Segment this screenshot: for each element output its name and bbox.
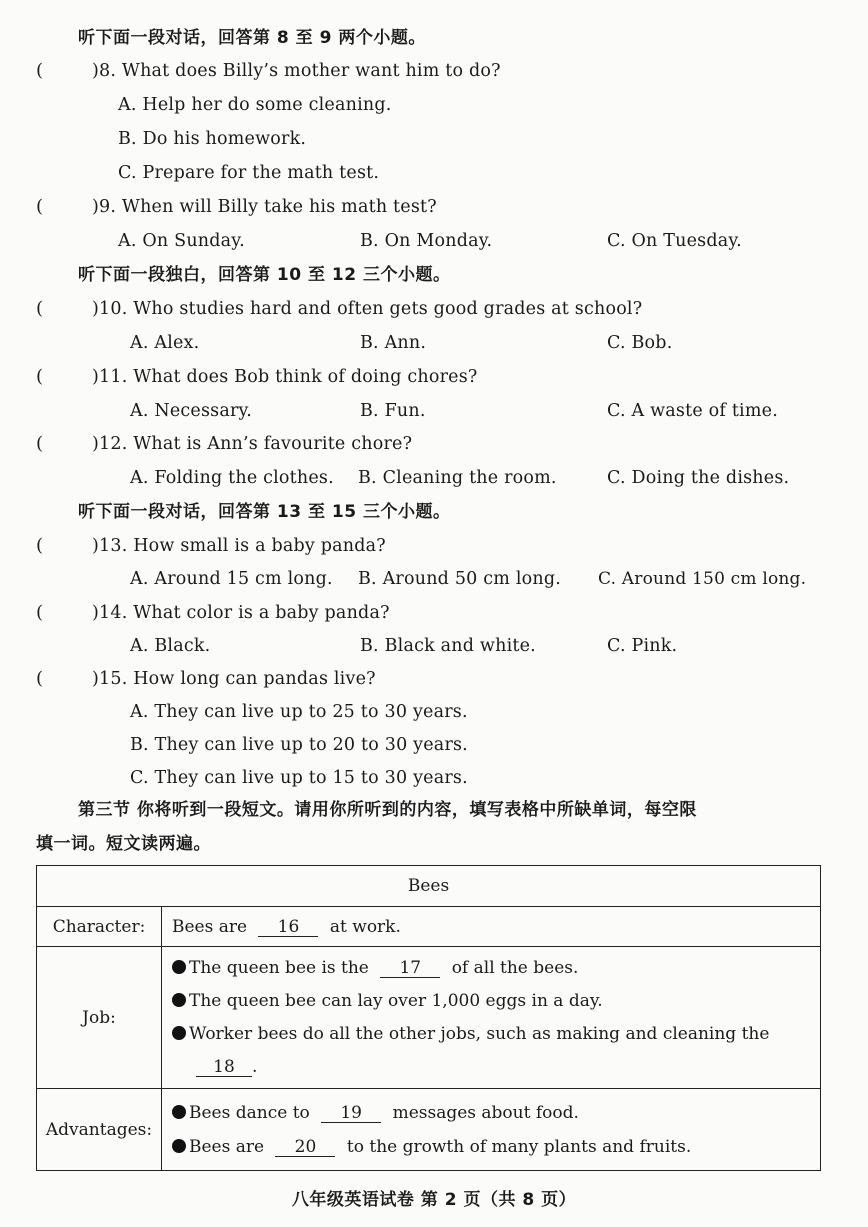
question-8-option-a: A. Help her do some cleaning. (118, 95, 392, 115)
question-15-option-b: B. They can live up to 20 to 30 years. (130, 735, 468, 755)
section-instruction-13-15: 听下面一段对话，回答第 13 至 15 三个小题。 (78, 502, 451, 522)
bullet-icon (172, 960, 186, 974)
answer-paren: ( (36, 60, 44, 81)
question-10-stem: )10. Who studies hard and often gets good grades at school? (92, 299, 643, 319)
question-10-option-c: C. Bob. (607, 333, 673, 353)
advantages-line2-post: to the growth of many plants and fruits. (346, 1136, 692, 1157)
question-8-stem: )8. What does Billy’s mother want him to do? (92, 61, 501, 81)
question-10-option-a: A. Alex. (130, 333, 200, 353)
advantages-line1-post: messages about food. (392, 1102, 579, 1123)
bullet-icon (172, 1139, 186, 1153)
answer-paren: ( (36, 535, 44, 556)
answer-paren: ( (36, 196, 44, 217)
question-13-stem: )13. How small is a baby panda? (92, 536, 386, 556)
bullet-icon (172, 1105, 186, 1119)
advantages-line2-pre: Bees are (189, 1136, 265, 1157)
blank-19: 19 (321, 1104, 381, 1123)
question-14-option-c: C. Pink. (607, 636, 678, 656)
question-8-option-b: B. Do his homework. (118, 129, 307, 149)
job-cell (162, 947, 821, 1089)
job-line1-post: of all the bees. (451, 958, 579, 978)
question-11-option-c: C. A waste of time. (607, 401, 778, 421)
question-14-stem: )14. What color is a baby panda? (92, 603, 390, 623)
question-9-option-b: B. On Monday. (360, 231, 493, 251)
job-line4-post: . (252, 1057, 258, 1077)
answer-paren: ( (36, 433, 44, 454)
part3-instruction-line1: 第三节 你将听到一段短文。请用你所听到的内容，填写表格中所缺单词，每空限 (78, 800, 697, 820)
question-11-option-a: A. Necessary. (130, 401, 253, 421)
question-15-stem: )15. How long can pandas live? (92, 669, 376, 689)
job-label: Job: (37, 947, 162, 1089)
question-15-option-c: C. They can live up to 15 to 30 years. (130, 768, 468, 788)
part3-instruction-line2: 填一词。短文读两遍。 (36, 834, 211, 854)
question-12-option-a: A. Folding the clothes. (130, 468, 334, 488)
answer-paren: ( (36, 602, 44, 623)
question-11-option-b: B. Fun. (360, 401, 426, 421)
question-15-option-a: A. They can live up to 25 to 30 years. (130, 702, 468, 722)
answer-paren: ( (36, 366, 44, 387)
blank-16: 16 (258, 918, 318, 937)
character-text-post: at work. (329, 916, 401, 937)
character-cell (162, 907, 821, 947)
job-line2: The queen bee can lay over 1,000 eggs in a day. (189, 991, 603, 1011)
bullet-icon (172, 1026, 186, 1040)
job-line3: Worker bees do all the other jobs, such as making and cleaning the (189, 1024, 770, 1044)
question-12-option-c: C. Doing the dishes. (607, 468, 790, 488)
advantages-cell (162, 1089, 821, 1171)
advantages-line1-pre: Bees dance to (189, 1102, 310, 1123)
question-9-option-a: A. On Sunday. (118, 231, 245, 251)
bullet-icon (172, 993, 186, 1007)
blank-20: 20 (275, 1138, 335, 1157)
question-12-option-b: B. Cleaning the room. (358, 468, 557, 488)
question-12-stem: )12. What is Ann’s favourite chore? (92, 434, 413, 454)
answer-paren: ( (36, 298, 44, 319)
table-title: Bees (37, 866, 821, 907)
advantages-label: Advantages: (37, 1089, 162, 1171)
question-14-option-b: B. Black and white. (360, 636, 536, 656)
section-instruction-8-9: 听下面一段对话，回答第 8 至 9 两个小题。 (78, 28, 426, 48)
question-14-option-a: A. Black. (130, 636, 211, 656)
question-11-stem: )11. What does Bob think of doing chores? (92, 367, 478, 387)
job-line1-pre: The queen bee is the (189, 958, 369, 978)
question-9-stem: )9. When will Billy take his math test? (92, 197, 437, 217)
question-13-option-c: C. Around 150 cm long. (598, 569, 807, 589)
character-label: Character: (37, 907, 162, 947)
section-instruction-10-12: 听下面一段独白，回答第 10 至 12 三个小题。 (78, 265, 451, 285)
answer-paren: ( (36, 668, 44, 689)
question-8-option-c: C. Prepare for the math test. (118, 163, 380, 183)
blank-17: 17 (380, 959, 440, 978)
bees-table (36, 865, 821, 1171)
question-10-option-b: B. Ann. (360, 333, 427, 353)
page-footer: 八年级英语试卷 第 2 页（共 8 页） (291, 1190, 577, 1210)
blank-18: 18 (196, 1058, 252, 1077)
question-13-option-b: B. Around 50 cm long. (358, 569, 561, 589)
character-text-pre: Bees are (172, 916, 248, 937)
question-13-option-a: A. Around 15 cm long. (130, 569, 333, 589)
question-9-option-c: C. On Tuesday. (607, 231, 742, 251)
